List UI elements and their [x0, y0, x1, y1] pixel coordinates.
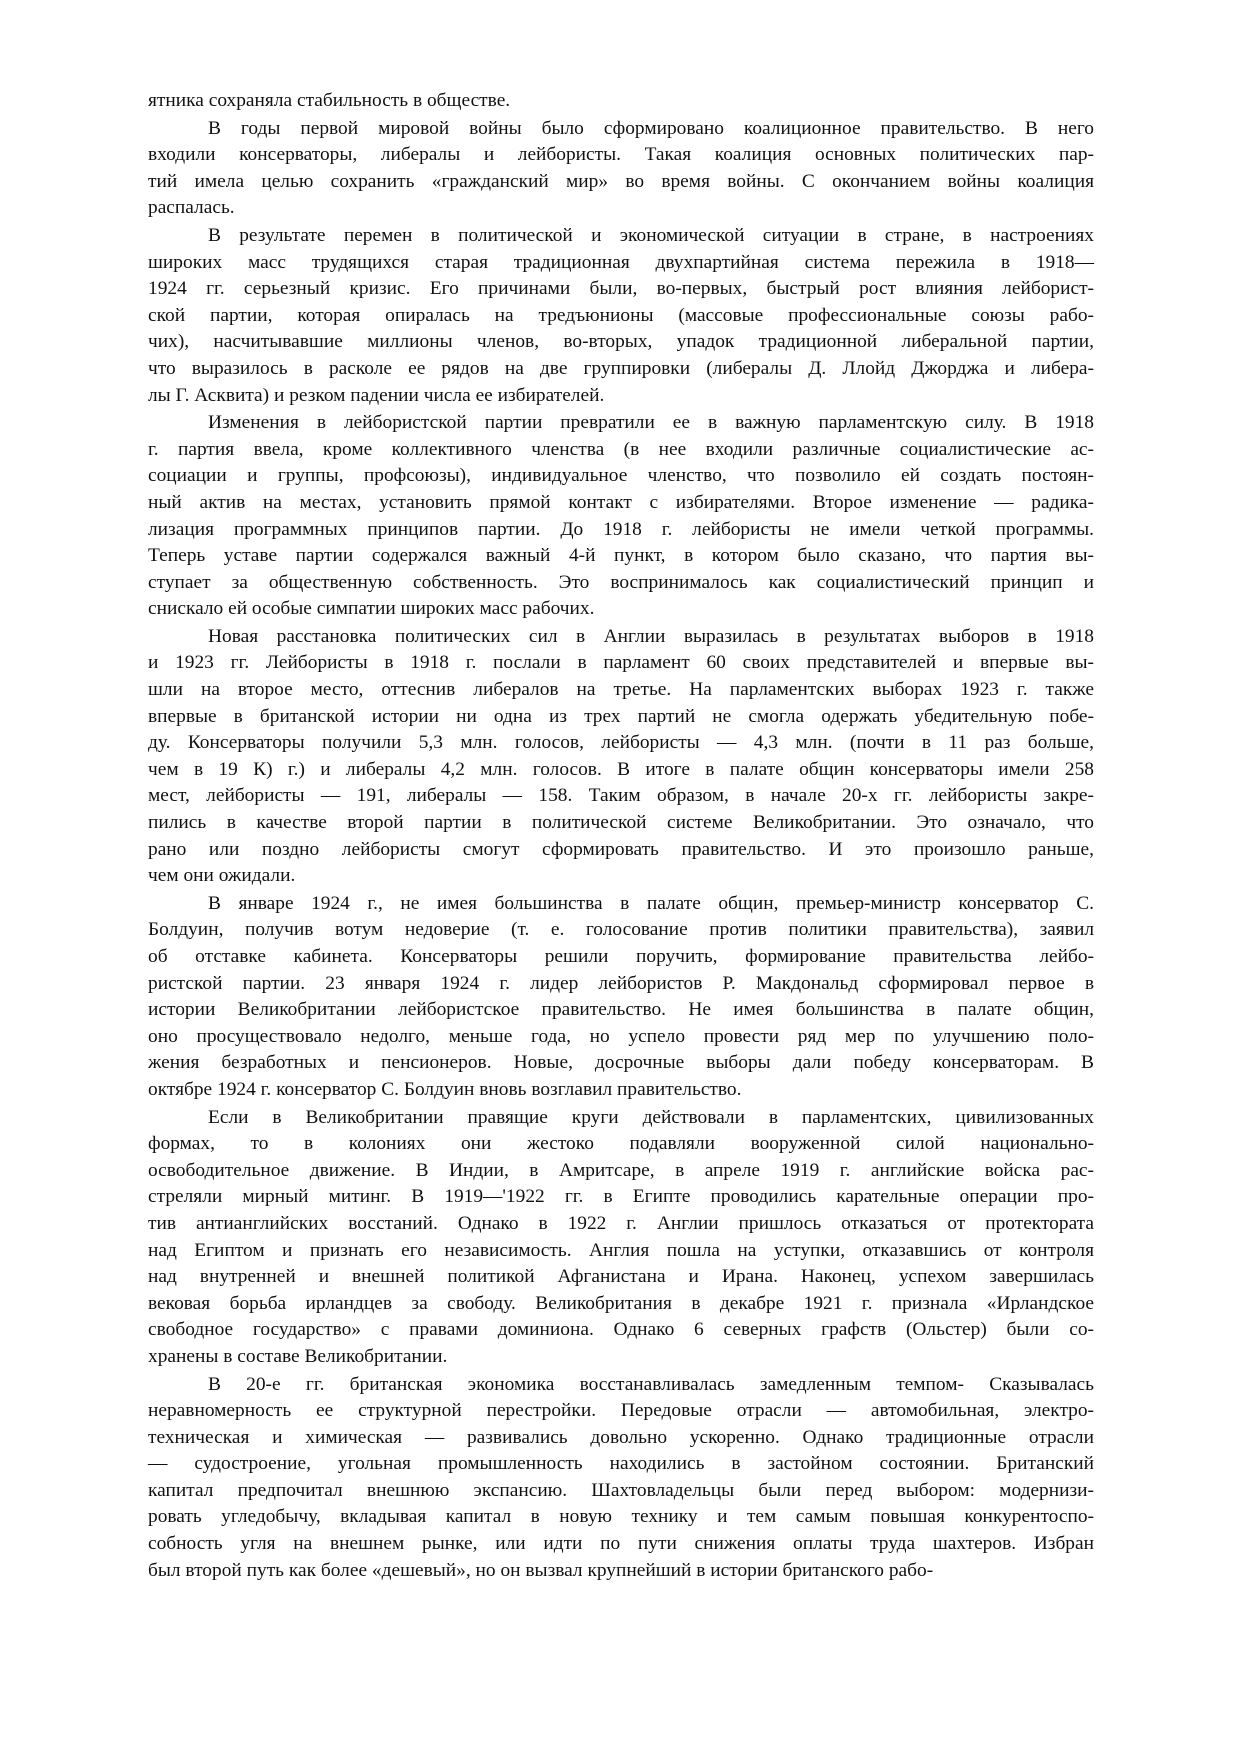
text-line: г. партия ввела, кроме коллективного членства (в нее входили различные социалистические ас-	[148, 438, 1094, 460]
paragraph	[148, 410, 1094, 623]
paragraph	[148, 116, 1094, 222]
paragraph	[148, 223, 1094, 409]
text-line: ду. Консерваторы получили 5,3 млн. голосов, лейбористы — 4,3 млн. (почти в 11 раз больше,	[148, 732, 1094, 754]
text-line: В январе 1924 г., не имея большинства в палате общин, премьер-министр консерватор С.	[208, 892, 1094, 914]
text-line: Изменения в лейбористской партии превратили ее в важную парламентскую силу. В 1918	[208, 412, 1094, 434]
text-line: тий имела целью сохранить «гражданский мир» во время войны. С окончанием войны коалиция	[148, 170, 1094, 192]
text-line: лы Г. Асквита) и резком падении числа ее избирателей.	[148, 384, 605, 406]
text-line: лизация программных принципов партии. До 1918 г. лейбористы не имели четкой программы.	[148, 518, 1094, 540]
text-line: рано или поздно лейбористы смогут сформировать правительство. И это произошло раньше,	[148, 838, 1094, 860]
text-line: над Египтом и признать его независимость. Англия пошла на уступки, отказавшись от контроля	[148, 1239, 1094, 1261]
text-line: мест, лейбористы — 191, либералы — 158. Таким образом, в начале 20-х гг. лейбористы закре-	[148, 785, 1094, 807]
text-line: хранены в составе Великобритании.	[148, 1345, 448, 1367]
paragraph	[148, 88, 1094, 115]
text-line: жения безработных и пенсионеров. Новые, досрочные выборы дали победу консерваторам. В	[148, 1052, 1094, 1074]
text-line: оно просуществовало недолго, меньше года, но успело провести ряд мер по улучшению поло-	[148, 1025, 1094, 1047]
text-line: техническая и химическая — развивались довольно ускоренно. Однако традиционные отрасли	[148, 1426, 1094, 1448]
text-line: капитал предпочитал внешнюю экспансию. Шахтовладельцы были перед выбором: модернизи-	[148, 1479, 1094, 1501]
text-line: неравномерность ее структурной перестройки. Передовые отрасли — автомобильная, электро-	[148, 1400, 1094, 1422]
text-line: тив антианглийских восстаний. Однако в 1922 г. Англии пришлось отказаться от протектората	[148, 1212, 1094, 1234]
paragraph	[148, 1105, 1094, 1371]
text-line: Теперь уставе партии содержался важный 4-й пункт, в котором было сказано, что партия вы-	[148, 545, 1094, 567]
text-line: 1924 гг. серьезный кризис. Его причинами были, во-первых, быстрый рост влияния лейборист-	[148, 278, 1094, 300]
text-line: что выразилось в расколе ее рядов на две группировки (либералы Д. Ллойд Джорджа и либера-	[148, 357, 1094, 379]
text-line: был второй путь как более «дешевый», но он вызвал крупнейший в истории британского рабо-	[148, 1559, 934, 1581]
text-line: входили консерваторы, либералы и лейбористы. Такая коалиция основных политических пар-	[148, 144, 1094, 166]
text-line: ятника сохраняла стабильность в обществе.	[148, 90, 511, 111]
text-line: собность угля на внешнем рынке, или идти по пути снижения оплаты труда шахтеров. Избран	[148, 1533, 1094, 1555]
text-line: Новая расстановка политических сил в Англии выразилась в результатах выборов в 1918	[208, 625, 1094, 647]
text-line: истории Великобритании лейбористское правительство. Не имея большинства в палате общин,	[148, 999, 1094, 1021]
text-line: шли на второе место, оттеснив либералов на третье. На парламентских выборах 1923 г. также	[148, 679, 1094, 701]
text-line: стреляли мирный митинг. В 1919—'1922 гг. в Египте проводились карательные операции про-	[148, 1186, 1094, 1208]
text-line: снискало ей особые симпатии широких масс рабочих.	[148, 598, 595, 620]
text-line: ступает за общественную собственность. Это воспринималось как социалистический принцип и	[148, 571, 1094, 593]
text-line: чем они ожидали.	[148, 865, 296, 887]
text-line: Болдуин, получив вотум недоверие (т. е. голосование против политики правительства), заявил	[148, 919, 1094, 941]
text-line: В результате перемен в политической и экономической ситуации в стране, в настроениях	[208, 224, 1094, 246]
text-line: пились в качестве второй партии в политической системе Великобритании. Это означало, что	[148, 812, 1094, 834]
document-page	[148, 88, 1094, 1584]
text-line: чем в 19 К) г.) и либералы 4,2 млн. голосов. В итоге в палате общин консерваторы имели 258	[148, 758, 1094, 780]
text-line: широких масс трудящихся старая традиционная двухпартийная система пережила в 1918—	[148, 251, 1094, 273]
text-line: свободное государство» с правами доминиона. Однако 6 северных графств (Ольстер) были со-	[148, 1319, 1094, 1341]
text-line: формах, то в колониях они жестоко подавляли вооруженной силой национально-	[148, 1133, 1094, 1155]
text-line: и 1923 гг. Лейбористы в 1918 г. послали в парламент 60 своих представителей и впервые вы-	[148, 652, 1094, 674]
text-line: ровать угледобычу, вкладывая капитал в новую технику и тем самым повышая конкурентоспо-	[148, 1506, 1094, 1528]
text-line: распалась.	[148, 197, 235, 219]
text-line: октябре 1924 г. консерватор С. Болдуин вновь возглавил правительство.	[148, 1078, 742, 1100]
text-line: вековая борьба ирландцев за свободу. Великобритания в декабре 1921 г. признала «Ирландское	[148, 1292, 1094, 1314]
text-line: Если в Великобритании правящие круги действовали в парламентских, цивилизованных	[208, 1106, 1094, 1128]
text-line: ристской партии. 23 января 1924 г. лидер лейбористов Р. Макдональд сформировал первое в	[148, 972, 1094, 994]
paragraph	[148, 891, 1094, 1104]
paragraph	[148, 1372, 1094, 1585]
text-line: В 20-е гг. британская экономика восстанавливалась замедленным темпом- Сказывалась	[208, 1373, 1094, 1395]
text-line: впервые в британской истории ни одна из трех партий не смогла одержать убедительную побе-	[148, 705, 1094, 727]
text-line: над внутренней и внешней политикой Афганистана и Ирана. Наконец, успехом завершилась	[148, 1266, 1094, 1288]
text-line: ской партии, которая опиралась на тредъюнионы (массовые профессиональные союзы рабо-	[148, 304, 1094, 326]
text-line: В годы первой мировой войны было сформировано коалиционное правительство. В него	[208, 117, 1094, 139]
text-line: освободительное движение. В Индии, в Амритсаре, в апреле 1919 г. английские войска рас-	[148, 1159, 1094, 1181]
paragraph	[148, 624, 1094, 890]
text-line: чих), насчитывавшие миллионы членов, во-вторых, упадок традиционной либеральной партии,	[148, 331, 1094, 353]
text-line: — судостроение, угольная промышленность находились в застойном состоянии. Британский	[148, 1453, 1094, 1475]
text-line: социации и группы, профсоюзы), индивидуальное членство, что позволило ей создать постоян-	[148, 465, 1094, 487]
text-line: ный актив на местах, установить прямой контакт с избирателями. Второе изменение — радика-	[148, 491, 1094, 513]
text-line: об отставке кабинета. Консерваторы решили поручить, формирование правительства лейбо-	[148, 946, 1094, 967]
